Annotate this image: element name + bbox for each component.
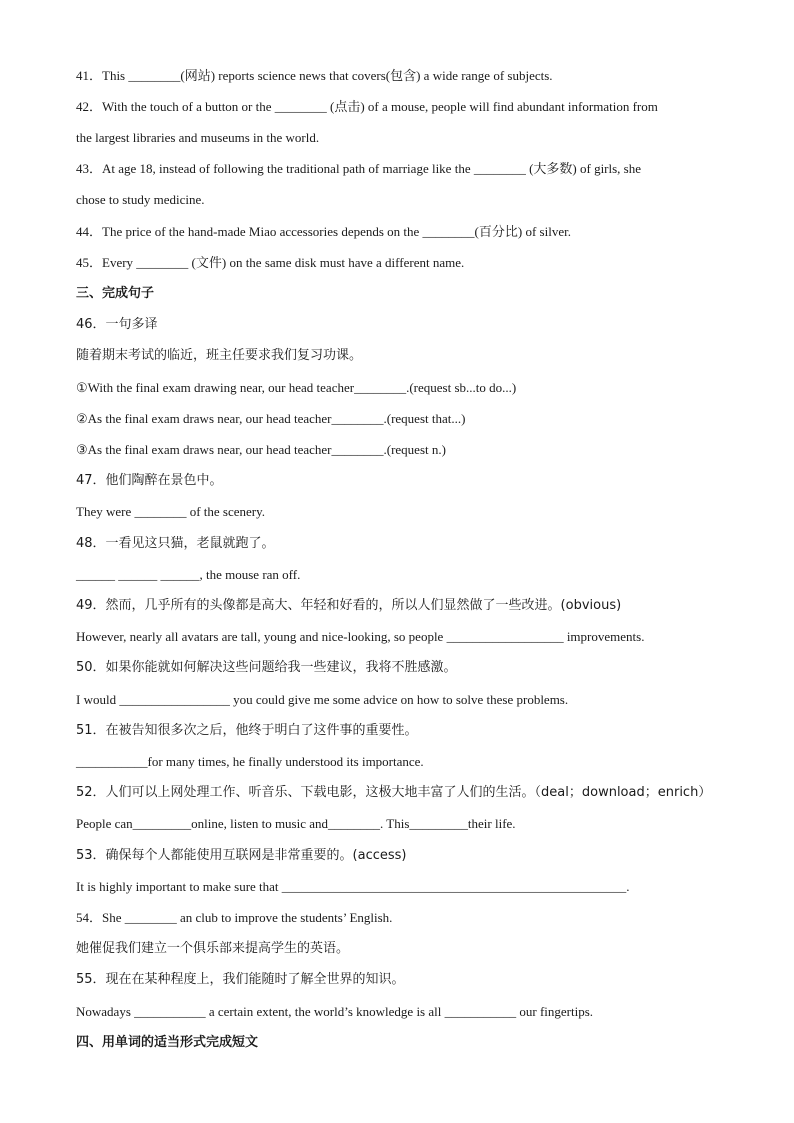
question-45: 45．Every ________ (文件) on the same disk must have a different name. <box>76 255 465 270</box>
question-53: 53．确保每个人都能使用互联网是非常重要的。(access) <box>76 848 407 863</box>
question-50: 50．如果你能就如何解决这些问题给我一些建议，我将不胜感激。 <box>76 660 457 675</box>
question-55-answer: Nowadays ___________ a certain extent, the world’s knowledge is all ___________ our fingertips. <box>76 1004 594 1019</box>
question-52-answer: People can_________online, listen to music and________. This_________their life. <box>76 816 516 831</box>
question-54: 54．She ________ an club to improve the students’ English. <box>76 910 393 925</box>
question-51-answer: ___________for many times, he finally understood its importance. <box>76 754 424 769</box>
question-48-answer: ______ ______ ______, the mouse ran off. <box>76 567 301 582</box>
section-heading-3: 三、完成句子 <box>76 286 155 301</box>
question-48: 48．一看见这只猫，老鼠就跑了。 <box>76 536 275 551</box>
question-46-item-2: ②As the final exam draws near, our head teacher________.(request that...) <box>76 411 466 426</box>
question-44: 44．The price of the hand-made Miao accessories depends on the ________(百分比) of silver. <box>76 224 571 239</box>
question-52: 52．人们可以上网处理工作、听音乐、下载电影，这极大地丰富了人们的生活。（deal；download；enrich） <box>76 785 712 800</box>
question-49: 49．然而，几乎所有的头像都是高大、年轻和好看的，所以人们显然做了一些改进。(obvious) <box>76 598 622 613</box>
question-55: 55．现在在某种程度上，我们能随时了解全世界的知识。 <box>76 972 405 987</box>
question-43: 43．At age 18, instead of following the traditional path of marriage like the ________ (大多数) of girls, she <box>76 161 642 176</box>
question-50-answer: I would _________________ you could give me some advice on how to solve these problems. <box>76 692 569 707</box>
question-54-translation: 她催促我们建立一个俱乐部来提高学生的英语。 <box>76 941 350 956</box>
question-49-answer: However, nearly all avatars are tall, young and nice-looking, so people __________________ improvements. <box>76 629 645 644</box>
question-46-item-1: ①With the final exam drawing near, our head teacher________.(request sb...to do...) <box>76 380 517 395</box>
question-41: 41．This ________(网站) reports science news that covers(包含) a wide range of subjects. <box>76 68 553 83</box>
question-47-answer: They were ________ of the scenery. <box>76 504 266 519</box>
question-42: 42．With the touch of a button or the ________ (点击) of a mouse, people will find abundant information from <box>76 99 658 114</box>
question-53-answer: It is highly important to make sure that _____________________________________________________. <box>76 879 630 894</box>
section-heading-4: 四、用单词的适当形式完成短文 <box>76 1035 259 1050</box>
question-46-item-3: ③As the final exam draws near, our head teacher________.(request n.) <box>76 442 446 457</box>
question-46: 46．一句多译 <box>76 317 158 332</box>
question-46-prompt: 随着期末考试的临近，班主任要求我们复习功课。 <box>76 348 363 363</box>
question-43-continued: chose to study medicine. <box>76 192 205 207</box>
question-42-continued: the largest libraries and museums in the world. <box>76 130 320 145</box>
question-47: 47．他们陶醉在景色中。 <box>76 473 223 488</box>
question-51: 51．在被告知很多次之后，他终于明白了这件事的重要性。 <box>76 723 418 738</box>
